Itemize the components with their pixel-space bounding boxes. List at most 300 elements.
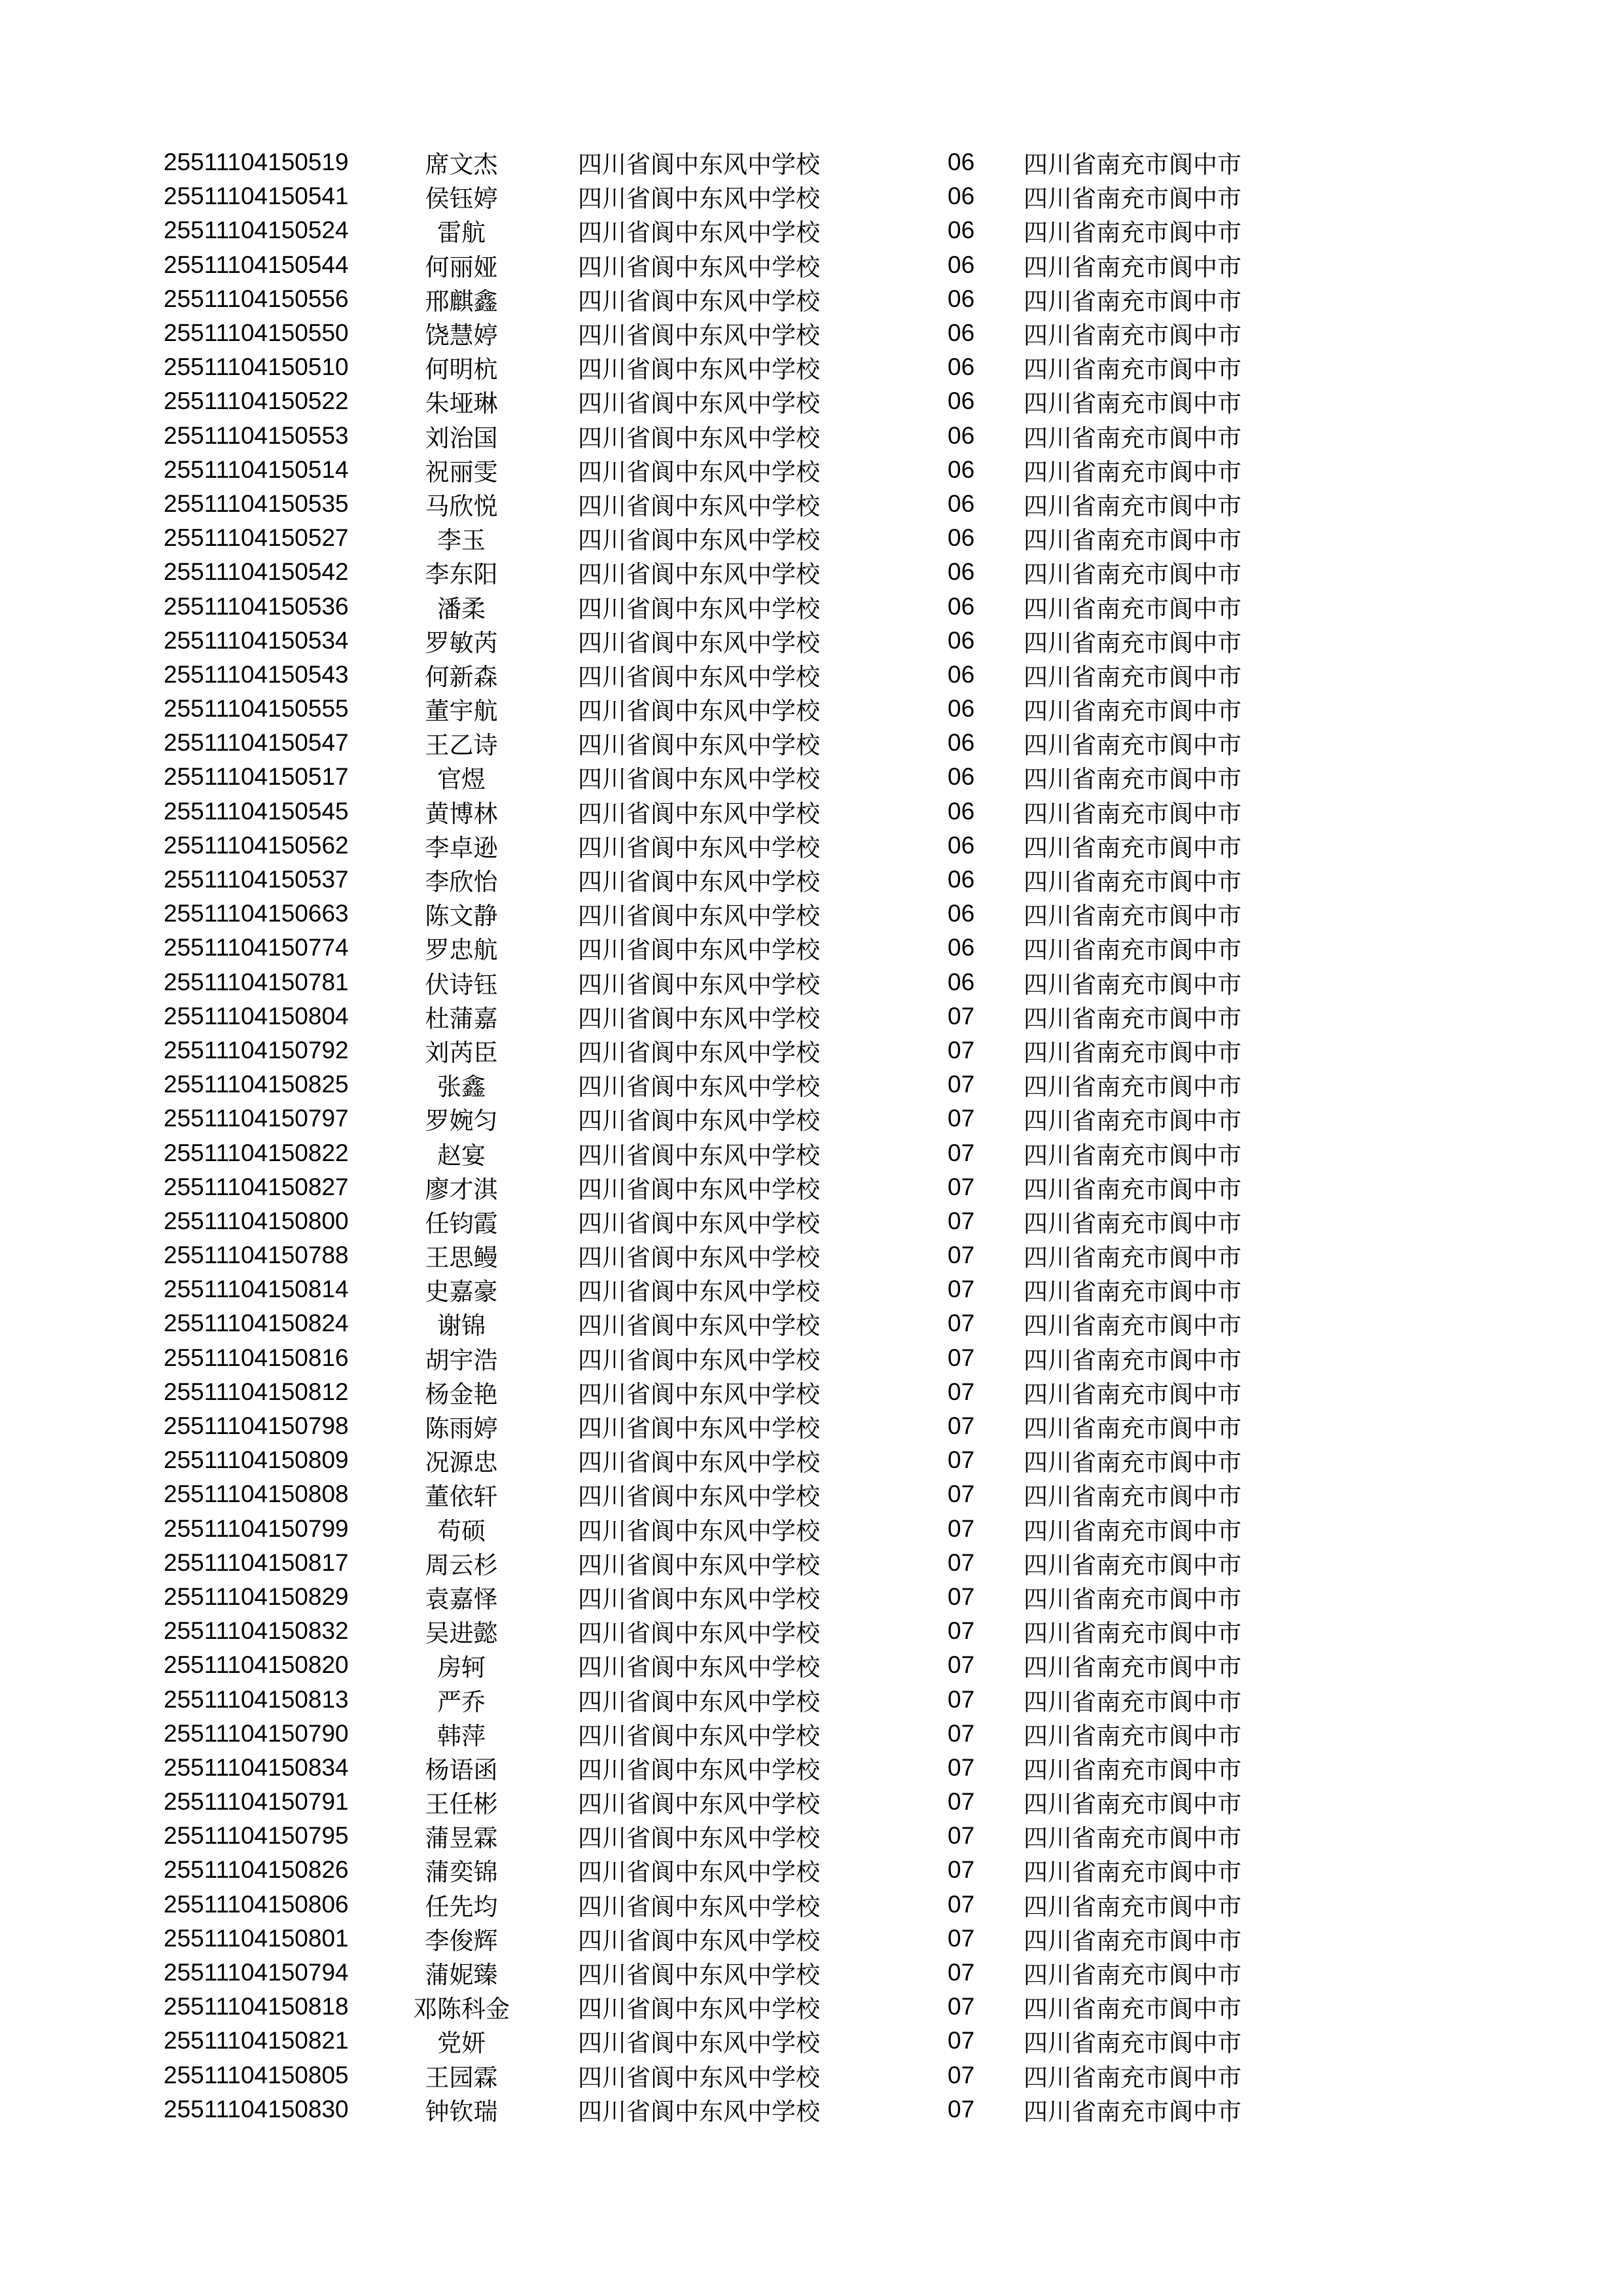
class-number: 06 xyxy=(948,900,975,927)
school-name: 四川省阆中东风中学校 xyxy=(578,560,820,589)
table-row xyxy=(164,760,1342,794)
student-name: 陈文静 xyxy=(425,902,498,931)
region: 四川省南充市阆中市 xyxy=(1024,1551,1241,1579)
class-number: 07 xyxy=(948,1276,975,1303)
student-name: 何明杭 xyxy=(425,355,498,384)
region: 四川省南充市阆中市 xyxy=(1024,833,1241,862)
class-number: 06 xyxy=(948,797,975,825)
student-id: 25511104150556 xyxy=(164,285,349,312)
student-name: 王乙诗 xyxy=(425,731,498,760)
school-name: 四川省阆中东风中学校 xyxy=(578,2029,820,2058)
class-number: 07 xyxy=(948,1446,975,1474)
school-name: 四川省阆中东风中学校 xyxy=(578,902,820,931)
class-number: 07 xyxy=(948,1412,975,1440)
student-id: 25511104150827 xyxy=(164,1173,349,1200)
table-row xyxy=(164,1170,1342,1204)
school-name: 四川省阆中东风中学校 xyxy=(578,355,820,384)
class-number: 07 xyxy=(948,1890,975,1918)
student-id: 25511104150832 xyxy=(164,1617,349,1645)
school-name: 四川省阆中东风中学校 xyxy=(578,321,820,350)
class-number: 07 xyxy=(948,1173,975,1200)
school-name: 四川省阆中东风中学校 xyxy=(578,1687,820,1716)
student-id: 25511104150792 xyxy=(164,1036,349,1064)
school-name: 四川省阆中东风中学校 xyxy=(578,219,820,247)
school-name: 四川省阆中东风中学校 xyxy=(578,1141,820,1170)
class-number: 06 xyxy=(948,660,975,688)
table-row xyxy=(164,350,1342,384)
student-name: 伏诗钰 xyxy=(425,970,498,999)
student-name: 官煜 xyxy=(437,765,486,794)
student-name: 廖才淇 xyxy=(425,1175,498,1204)
region: 四川省南充市阆中市 xyxy=(1024,1380,1241,1408)
class-number: 06 xyxy=(948,456,975,483)
region: 四川省南充市阆中市 xyxy=(1024,1961,1241,1990)
table-row xyxy=(164,1717,1342,1751)
student-name: 袁嘉怿 xyxy=(425,1585,498,1613)
student-id: 25511104150801 xyxy=(164,1924,349,1952)
student-id: 25511104150555 xyxy=(164,695,349,723)
student-id: 25511104150524 xyxy=(164,217,349,244)
school-name: 四川省阆中东风中学校 xyxy=(578,936,820,965)
school-name: 四川省阆中东风中学校 xyxy=(578,389,820,418)
student-name: 马欣悦 xyxy=(425,492,498,520)
student-name: 罗忠航 xyxy=(425,936,498,965)
student-name: 周云杉 xyxy=(425,1551,498,1579)
class-number: 07 xyxy=(948,1105,975,1132)
student-id: 25511104150663 xyxy=(164,900,349,927)
region: 四川省南充市阆中市 xyxy=(1024,389,1241,418)
table-row xyxy=(164,829,1342,863)
school-name: 四川省阆中东风中学校 xyxy=(578,1380,820,1408)
region: 四川省南充市阆中市 xyxy=(1024,1482,1241,1511)
class-number: 07 xyxy=(948,1515,975,1542)
class-number: 07 xyxy=(948,1480,975,1508)
school-name: 四川省阆中东风中学校 xyxy=(578,287,820,315)
table-row xyxy=(164,1443,1342,1477)
table-row xyxy=(164,692,1342,726)
table-row xyxy=(164,1272,1342,1306)
student-id: 25511104150541 xyxy=(164,183,349,210)
region: 四川省南充市阆中市 xyxy=(1024,1414,1241,1443)
student-id: 25511104150550 xyxy=(164,319,349,347)
table-row xyxy=(164,2058,1342,2092)
region: 四川省南充市阆中市 xyxy=(1024,1346,1241,1374)
student-name: 张鑫 xyxy=(437,1073,486,1102)
region: 四川省南充市阆中市 xyxy=(1024,1073,1241,1102)
region: 四川省南充市阆中市 xyxy=(1024,1824,1241,1853)
region: 四川省南充市阆中市 xyxy=(1024,1926,1241,1955)
table-row xyxy=(164,624,1342,658)
student-id: 25511104150797 xyxy=(164,1105,349,1132)
region: 四川省南充市阆中市 xyxy=(1024,765,1241,794)
student-name: 史嘉豪 xyxy=(425,1278,498,1306)
student-name: 钟钦瑞 xyxy=(425,2097,498,2126)
student-id: 25511104150534 xyxy=(164,626,349,654)
student-id: 25511104150788 xyxy=(164,1242,349,1269)
region: 四川省南充市阆中市 xyxy=(1024,2063,1241,2092)
region: 四川省南充市阆中市 xyxy=(1024,1619,1241,1648)
region: 四川省南充市阆中市 xyxy=(1024,1141,1241,1170)
school-name: 四川省阆中东风中学校 xyxy=(578,1107,820,1136)
table-row xyxy=(164,658,1342,692)
school-name: 四川省阆中东风中学校 xyxy=(578,1858,820,1887)
school-name: 四川省阆中东风中学校 xyxy=(578,697,820,726)
class-number: 07 xyxy=(948,1856,975,1884)
student-name: 胡宇浩 xyxy=(425,1346,498,1374)
table-row xyxy=(164,1477,1342,1511)
student-id: 25511104150822 xyxy=(164,1139,349,1166)
student-name: 韩萍 xyxy=(437,1721,486,1750)
region: 四川省南充市阆中市 xyxy=(1024,1244,1241,1272)
student-id: 25511104150806 xyxy=(164,1890,349,1918)
student-id: 25511104150830 xyxy=(164,2095,349,2123)
school-name: 四川省阆中东风中学校 xyxy=(578,799,820,828)
student-id: 25511104150798 xyxy=(164,1412,349,1440)
region: 四川省南充市阆中市 xyxy=(1024,185,1241,213)
class-number: 06 xyxy=(948,524,975,552)
student-id: 25511104150824 xyxy=(164,1310,349,1337)
school-name: 四川省阆中东风中学校 xyxy=(578,1175,820,1204)
student-name: 罗敏芮 xyxy=(425,628,498,657)
table-row xyxy=(164,1409,1342,1443)
class-number: 06 xyxy=(948,353,975,381)
region: 四川省南充市阆中市 xyxy=(1024,253,1241,281)
student-name: 席文杰 xyxy=(425,151,498,179)
class-number: 07 xyxy=(948,2027,975,2054)
class-number: 07 xyxy=(948,1651,975,1679)
student-id: 25511104150547 xyxy=(164,729,349,757)
student-name: 王任彬 xyxy=(425,1790,498,1819)
region: 四川省南充市阆中市 xyxy=(1024,2029,1241,2058)
student-name: 苟硕 xyxy=(437,1516,486,1545)
student-name: 朱垭琳 xyxy=(425,389,498,418)
class-number: 07 xyxy=(948,2095,975,2123)
student-id: 25511104150543 xyxy=(164,660,349,688)
student-name: 杜蒲嘉 xyxy=(425,1004,498,1033)
student-id: 25511104150545 xyxy=(164,797,349,825)
student-id: 25511104150774 xyxy=(164,934,349,961)
class-number: 06 xyxy=(948,387,975,415)
region: 四川省南充市阆中市 xyxy=(1024,2097,1241,2126)
student-name: 蒲妮臻 xyxy=(425,1961,498,1990)
school-name: 四川省阆中东风中学校 xyxy=(578,151,820,179)
region: 四川省南充市阆中市 xyxy=(1024,1004,1241,1033)
region: 四川省南充市阆中市 xyxy=(1024,1312,1241,1340)
region: 四川省南充市阆中市 xyxy=(1024,697,1241,726)
school-name: 四川省阆中东风中学校 xyxy=(578,1448,820,1477)
region: 四川省南充市阆中市 xyxy=(1024,423,1241,452)
student-id: 25511104150794 xyxy=(164,1959,349,1986)
school-name: 四川省阆中东风中学校 xyxy=(578,1961,820,1990)
school-name: 四川省阆中东风中学校 xyxy=(578,628,820,657)
table-row xyxy=(164,1990,1342,2024)
class-number: 07 xyxy=(948,1378,975,1405)
student-name: 况源忠 xyxy=(425,1448,498,1477)
region: 四川省南充市阆中市 xyxy=(1024,287,1241,315)
class-number: 06 xyxy=(948,729,975,757)
class-number: 07 xyxy=(948,1207,975,1234)
class-number: 06 xyxy=(948,251,975,278)
class-number: 06 xyxy=(948,934,975,961)
student-name: 侯钰婷 xyxy=(425,185,498,213)
region: 四川省南充市阆中市 xyxy=(1024,151,1241,179)
table-row xyxy=(164,931,1342,965)
table-row xyxy=(164,589,1342,623)
student-name: 邢麒鑫 xyxy=(425,287,498,315)
student-name: 蒲奕锦 xyxy=(425,1858,498,1887)
student-table xyxy=(164,145,1342,2126)
student-id: 25511104150517 xyxy=(164,763,349,791)
class-number: 07 xyxy=(948,1549,975,1576)
class-number: 06 xyxy=(948,968,975,996)
class-number: 06 xyxy=(948,831,975,859)
student-id: 25511104150537 xyxy=(164,866,349,893)
school-name: 四川省阆中东风中学校 xyxy=(578,970,820,999)
class-number: 07 xyxy=(948,1583,975,1610)
class-number: 07 xyxy=(948,1310,975,1337)
table-row xyxy=(164,1306,1342,1340)
school-name: 四川省阆中东风中学校 xyxy=(578,1551,820,1579)
student-id: 25511104150562 xyxy=(164,831,349,859)
student-id: 25511104150790 xyxy=(164,1719,349,1747)
school-name: 四川省阆中东风中学校 xyxy=(578,1892,820,1921)
student-id: 25511104150834 xyxy=(164,1753,349,1781)
student-id: 25511104150553 xyxy=(164,422,349,449)
region: 四川省南充市阆中市 xyxy=(1024,1755,1241,1784)
table-row xyxy=(164,1819,1342,1853)
region: 四川省南充市阆中市 xyxy=(1024,731,1241,760)
region: 四川省南充市阆中市 xyxy=(1024,1721,1241,1750)
class-number: 07 xyxy=(948,1344,975,1371)
table-row xyxy=(164,179,1342,213)
student-id: 25511104150791 xyxy=(164,1788,349,1816)
table-row xyxy=(164,1580,1342,1614)
region: 四川省南充市阆中市 xyxy=(1024,868,1241,897)
class-number: 07 xyxy=(948,1139,975,1166)
student-id: 25511104150536 xyxy=(164,592,349,620)
student-name: 李俊辉 xyxy=(425,1926,498,1955)
region: 四川省南充市阆中市 xyxy=(1024,1858,1241,1887)
class-number: 07 xyxy=(948,1959,975,1986)
region: 四川省南充市阆中市 xyxy=(1024,1892,1241,1921)
school-name: 四川省阆中东风中学校 xyxy=(578,1585,820,1613)
student-id: 25511104150535 xyxy=(164,490,349,517)
class-number: 06 xyxy=(948,558,975,586)
school-name: 四川省阆中东风中学校 xyxy=(578,765,820,794)
region: 四川省南充市阆中市 xyxy=(1024,628,1241,657)
student-name: 董宇航 xyxy=(425,697,498,726)
region: 四川省南充市阆中市 xyxy=(1024,799,1241,828)
region: 四川省南充市阆中市 xyxy=(1024,1278,1241,1306)
table-row xyxy=(164,1956,1342,1990)
student-id: 25511104150814 xyxy=(164,1276,349,1303)
student-id: 25511104150544 xyxy=(164,251,349,278)
school-name: 四川省阆中东风中学校 xyxy=(578,1038,820,1067)
school-name: 四川省阆中东风中学校 xyxy=(578,1926,820,1955)
student-name: 吴进懿 xyxy=(425,1619,498,1648)
table-row xyxy=(164,863,1342,897)
student-name: 罗婉匀 xyxy=(425,1107,498,1136)
class-number: 06 xyxy=(948,319,975,347)
student-id: 25511104150816 xyxy=(164,1344,349,1371)
student-name: 陈雨婷 xyxy=(425,1414,498,1443)
student-id: 25511104150527 xyxy=(164,524,349,552)
school-name: 四川省阆中东风中学校 xyxy=(578,1721,820,1750)
table-row xyxy=(164,1102,1342,1136)
student-name: 祝丽雯 xyxy=(425,457,498,486)
region: 四川省南充市阆中市 xyxy=(1024,662,1241,691)
school-name: 四川省阆中东风中学校 xyxy=(578,1414,820,1443)
student-name: 任钧霞 xyxy=(425,1209,498,1238)
class-number: 06 xyxy=(948,217,975,244)
school-name: 四川省阆中东风中学校 xyxy=(578,1312,820,1340)
student-id: 25511104150519 xyxy=(164,149,349,176)
student-name: 党妍 xyxy=(437,2029,486,2058)
school-name: 四川省阆中东风中学校 xyxy=(578,833,820,862)
student-name: 任先均 xyxy=(425,1892,498,1921)
school-name: 四川省阆中东风中学校 xyxy=(578,2097,820,2126)
class-number: 06 xyxy=(948,763,975,791)
school-name: 四川省阆中东风中学校 xyxy=(578,1824,820,1853)
table-row xyxy=(164,1204,1342,1238)
table-row xyxy=(164,1033,1342,1067)
student-name: 杨语函 xyxy=(425,1755,498,1784)
region: 四川省南充市阆中市 xyxy=(1024,594,1241,623)
student-id: 25511104150826 xyxy=(164,1856,349,1884)
region: 四川省南充市阆中市 xyxy=(1024,560,1241,589)
student-name: 饶慧婷 xyxy=(425,321,498,350)
table-row xyxy=(164,1751,1342,1785)
school-name: 四川省阆中东风中学校 xyxy=(578,1244,820,1272)
class-number: 06 xyxy=(948,490,975,517)
region: 四川省南充市阆中市 xyxy=(1024,1107,1241,1136)
table-row xyxy=(164,145,1342,179)
class-number: 07 xyxy=(948,1788,975,1816)
table-row xyxy=(164,1888,1342,1922)
table-row xyxy=(164,248,1342,282)
table-row xyxy=(164,1648,1342,1682)
student-name: 董依轩 xyxy=(425,1482,498,1511)
table-row xyxy=(164,384,1342,418)
student-name: 蒲昱霖 xyxy=(425,1824,498,1853)
student-name: 何丽娅 xyxy=(425,253,498,281)
school-name: 四川省阆中东风中学校 xyxy=(578,253,820,281)
class-number: 06 xyxy=(948,626,975,654)
region: 四川省南充市阆中市 xyxy=(1024,457,1241,486)
school-name: 四川省阆中东风中学校 xyxy=(578,1073,820,1102)
school-name: 四川省阆中东风中学校 xyxy=(578,1790,820,1819)
region: 四川省南充市阆中市 xyxy=(1024,936,1241,965)
table-row xyxy=(164,1922,1342,1956)
student-name: 雷航 xyxy=(437,219,486,247)
region: 四川省南充市阆中市 xyxy=(1024,970,1241,999)
student-id: 25511104150813 xyxy=(164,1685,349,1713)
student-name: 李卓逊 xyxy=(425,833,498,862)
class-number: 07 xyxy=(948,1753,975,1781)
school-name: 四川省阆中东风中学校 xyxy=(578,423,820,452)
student-id: 25511104150800 xyxy=(164,1207,349,1234)
table-row xyxy=(164,999,1342,1033)
class-number: 07 xyxy=(948,2061,975,2089)
school-name: 四川省阆中东风中学校 xyxy=(578,457,820,486)
school-name: 四川省阆中东风中学校 xyxy=(578,1004,820,1033)
table-row xyxy=(164,1238,1342,1272)
class-number: 06 xyxy=(948,183,975,210)
table-row xyxy=(164,1614,1342,1648)
class-number: 07 xyxy=(948,1617,975,1645)
region: 四川省南充市阆中市 xyxy=(1024,492,1241,520)
class-number: 06 xyxy=(948,695,975,723)
student-id: 25511104150514 xyxy=(164,456,349,483)
school-name: 四川省阆中东风中学校 xyxy=(578,1209,820,1238)
region: 四川省南充市阆中市 xyxy=(1024,1516,1241,1545)
student-id: 25511104150809 xyxy=(164,1446,349,1474)
table-row xyxy=(164,2092,1342,2126)
table-row xyxy=(164,1853,1342,1887)
student-name: 谢锦 xyxy=(437,1312,486,1340)
student-id: 25511104150804 xyxy=(164,1002,349,1030)
table-row xyxy=(164,282,1342,316)
region: 四川省南充市阆中市 xyxy=(1024,1038,1241,1067)
school-name: 四川省阆中东风中学校 xyxy=(578,594,820,623)
student-name: 王园霖 xyxy=(425,2063,498,2092)
school-name: 四川省阆中东风中学校 xyxy=(578,662,820,691)
student-id: 25511104150799 xyxy=(164,1515,349,1542)
class-number: 06 xyxy=(948,285,975,312)
school-name: 四川省阆中东风中学校 xyxy=(578,1995,820,2024)
class-number: 07 xyxy=(948,1036,975,1064)
student-id: 25511104150829 xyxy=(164,1583,349,1610)
student-name: 李东阳 xyxy=(425,560,498,589)
region: 四川省南充市阆中市 xyxy=(1024,1209,1241,1238)
region: 四川省南充市阆中市 xyxy=(1024,1448,1241,1477)
school-name: 四川省阆中东风中学校 xyxy=(578,2063,820,2092)
student-name: 杨金艳 xyxy=(425,1380,498,1408)
school-name: 四川省阆中东风中学校 xyxy=(578,1278,820,1306)
class-number: 07 xyxy=(948,1242,975,1269)
region: 四川省南充市阆中市 xyxy=(1024,321,1241,350)
table-row xyxy=(164,726,1342,760)
region: 四川省南充市阆中市 xyxy=(1024,1687,1241,1716)
student-name: 刘芮臣 xyxy=(425,1038,498,1067)
student-id: 25511104150808 xyxy=(164,1480,349,1508)
student-name: 严乔 xyxy=(437,1687,486,1716)
table-row xyxy=(164,897,1342,931)
student-name: 邓陈科金 xyxy=(413,1995,510,2024)
student-name: 房轲 xyxy=(437,1653,486,1682)
table-row xyxy=(164,521,1342,555)
region: 四川省南充市阆中市 xyxy=(1024,1175,1241,1204)
region: 四川省南充市阆中市 xyxy=(1024,1653,1241,1682)
student-id: 25511104150542 xyxy=(164,558,349,586)
school-name: 四川省阆中东风中学校 xyxy=(578,1755,820,1784)
student-name: 李欣怡 xyxy=(425,868,498,897)
table-row xyxy=(164,1682,1342,1716)
school-name: 四川省阆中东风中学校 xyxy=(578,1482,820,1511)
student-name: 潘柔 xyxy=(437,594,486,623)
school-name: 四川省阆中东风中学校 xyxy=(578,1516,820,1545)
region: 四川省南充市阆中市 xyxy=(1024,219,1241,247)
school-name: 四川省阆中东风中学校 xyxy=(578,492,820,520)
student-id: 25511104150510 xyxy=(164,353,349,381)
class-number: 06 xyxy=(948,149,975,176)
school-name: 四川省阆中东风中学校 xyxy=(578,731,820,760)
table-row xyxy=(164,2024,1342,2058)
region: 四川省南充市阆中市 xyxy=(1024,1790,1241,1819)
student-name: 赵宴 xyxy=(437,1141,486,1170)
table-row xyxy=(164,1136,1342,1170)
student-id: 25511104150795 xyxy=(164,1822,349,1850)
